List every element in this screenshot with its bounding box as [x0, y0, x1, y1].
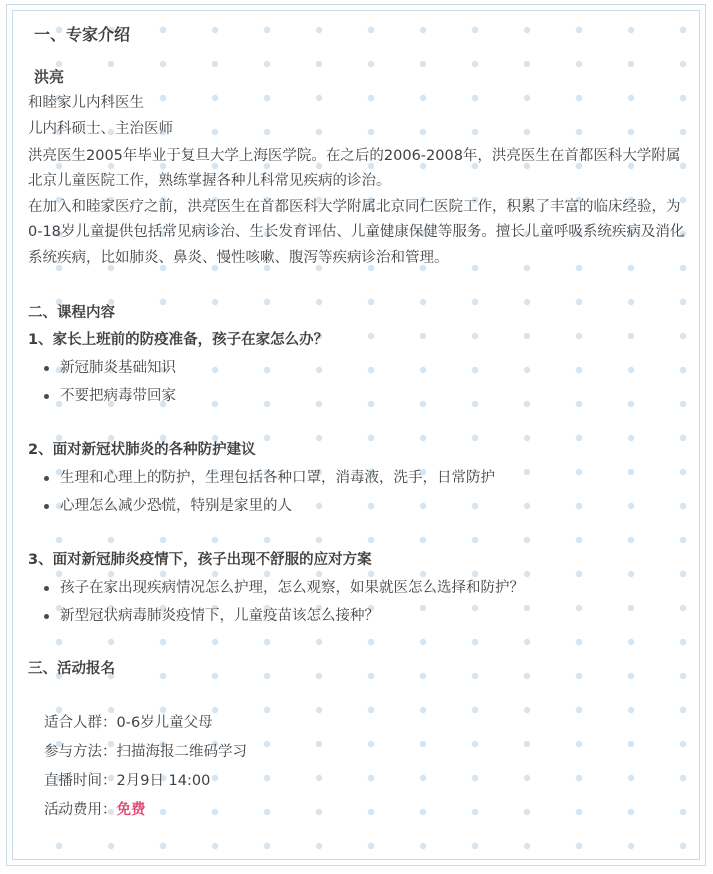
course-item-1	[28, 327, 692, 410]
signup-details	[28, 709, 692, 825]
method-row	[44, 738, 692, 767]
course-item-2	[28, 437, 692, 520]
list-item: 孩子在家出现疾病情况怎么护理，怎么观察，如果就医怎么选择和防护？	[28, 574, 692, 602]
expert-title: 儿内科硕士、主治医师	[28, 121, 173, 137]
time-row	[44, 767, 692, 796]
audience-label: 适合人群：	[44, 715, 117, 731]
time-label: 直播时间：	[44, 773, 117, 789]
course-item-3	[28, 547, 692, 630]
method-label: 参与方法：	[44, 744, 117, 760]
list-item: 新冠肺炎基础知识	[28, 354, 692, 382]
fee-value: 免费	[116, 802, 146, 818]
course-item-title: 1、家长上班前的防疫准备，孩子在家怎么办？	[28, 331, 329, 348]
list-item: 新型冠状病毒肺炎疫情下，儿童疫苗该怎么接种？	[28, 602, 692, 630]
time-value: 2月9日 14:00	[116, 773, 211, 789]
expert-affiliation: 和睦家儿内科医生	[28, 94, 144, 111]
audience-value: 0-6岁儿童父母	[116, 715, 213, 731]
course-item-title: 2、面对新冠状肺炎的各种防护建议	[28, 441, 256, 458]
course-item-title: 3、面对新冠肺炎疫情下，孩子出现不舒服的应对方案	[28, 551, 372, 568]
list-item: 心理怎么减少恐慌，特别是家里的人	[28, 492, 692, 520]
signup-heading: 三、活动报名	[28, 660, 115, 677]
course-heading: 二、课程内容	[28, 305, 115, 321]
audience-row	[44, 709, 692, 738]
expert-heading: 一、专家介绍	[34, 25, 131, 44]
list-item: 不要把病毒带回家	[28, 382, 692, 410]
fee-label: 活动费用：	[44, 802, 117, 818]
fee-row	[44, 796, 692, 825]
expert-name: 洪亮	[34, 68, 65, 86]
expert-bio-2: 在加入和睦家医疗之前，洪亮医生在首都医科大学附属北京同仁医院工作，积累了丰富的临床经验，为0-18岁儿童提供包括常见病诊治、生长发育评估、儿童健康保健等服务。擅长儿童呼吸系统疾病及消化系统疾病，比如肺炎、鼻炎、慢性咳嗽、腹泻等疾病诊治和管理。	[28, 198, 685, 266]
expert-bio-1: 洪亮医生2005年毕业于复旦大学上海医学院。在之后的2006-2008年，洪亮医生在首都医科大学附属北京儿童医院工作，熟练掌握各种儿科常见疾病的诊治。	[28, 147, 681, 189]
article-body	[28, 18, 692, 825]
method-value: 扫描海报二维码学习	[116, 744, 247, 760]
list-item: 生理和心理上的防护，生理包括各种口罩，消毒液，洗手，日常防护	[28, 464, 692, 492]
